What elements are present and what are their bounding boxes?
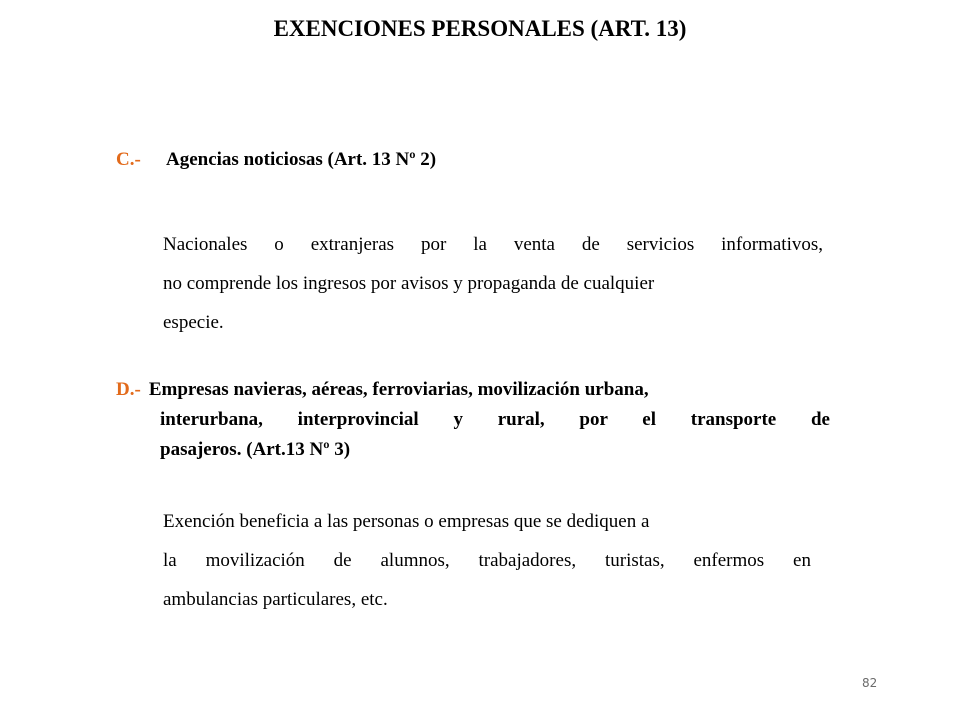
section-c-body-line: especie. <box>163 312 224 333</box>
section-c-body <box>163 225 823 342</box>
section-c-marker: C.- <box>116 149 141 170</box>
section-d-body-line: ambulancias particulares, etc. <box>163 589 388 610</box>
section-d-heading-line: interurbana, interprovincial y rural, por el transporte de <box>160 409 830 430</box>
slide-title: EXENCIONES PERSONALES (ART. 13) <box>273 16 687 41</box>
section-d-body-line: la movilización de alumnos, trabajadores, turistas, enfermos en <box>163 550 811 571</box>
section-c-heading <box>116 145 436 175</box>
section-c-body-line: no comprende los ingresos por avisos y propaganda de cualquier <box>163 273 655 294</box>
section-d-heading <box>116 375 830 465</box>
section-d-heading-line: Empresas navieras, aéreas, ferroviarias, movilización urbana, <box>148 379 649 400</box>
section-d-heading-line: pasajeros. (Art.13 Nº 3) <box>160 439 351 460</box>
section-c-heading-text: Agencias noticiosas (Art. 13 Nº 2) <box>166 149 437 170</box>
section-d-body-line: Exención beneficia a las personas o empresas que se dediquen a <box>163 511 650 532</box>
section-d-marker: D.- <box>116 379 141 400</box>
section-d-body <box>163 502 811 619</box>
page-number: 82 <box>862 676 878 690</box>
section-c-body-line: Nacionales o extranjeras por la venta de servicios informativos, <box>163 234 823 255</box>
